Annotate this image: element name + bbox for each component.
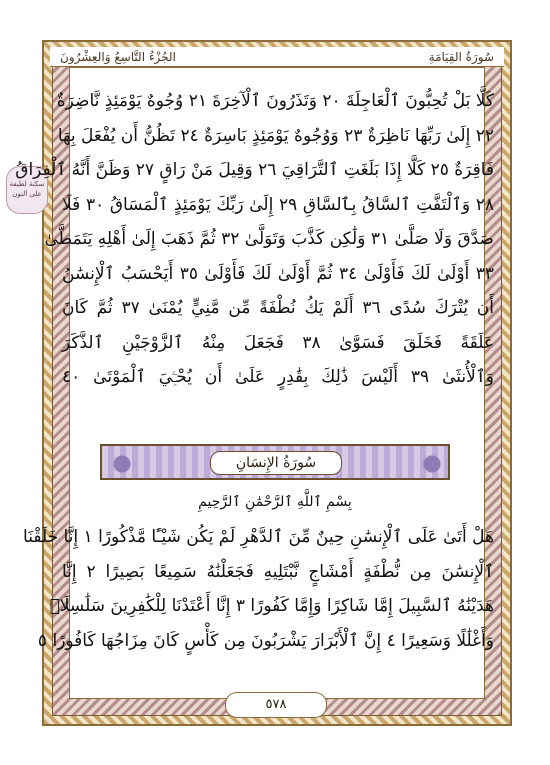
surah-banner (100, 444, 450, 480)
verse-line: وَٱلْأُنثَىٰ ٣٩ أَلَيْسَ ذَٰلِكَ بِقَٰدِرٍ عَلَىٰ أَن يُحْـِۧيَ ٱلْمَوْتَىٰ ٤٠ (62, 367, 494, 387)
verse-line: عَلَقَةً فَخَلَقَ فَسَوَّىٰ ٣٨ فَجَعَلَ مِنْهُ ٱلزَّوْجَيْنِ ٱلذَّكَرَ (62, 332, 494, 353)
verse-line: ٢٢ إِلَىٰ رَبِّهَا نَاظِرَةٌ ٢٣ وَوُجُوهٌ يَوْمَئِذٍ بَاسِرَةٌ ٢٤ تَظُنُّ أَن يُفْعَلَ بِهَا (57, 125, 494, 146)
page-header (50, 47, 504, 67)
juz-header-label: الجُزْءُ التَّاسِعُ وَالعِشْرُونَ (60, 49, 176, 64)
verse-line: ٣٣ أَوْلَىٰ لَكَ فَأَوْلَىٰ ٣٤ ثُمَّ أَوْلَىٰ لَكَ فَأَوْلَىٰ ٣٥ أَيَحْسَبُ ٱلْإِنسَٰنُ (62, 263, 494, 284)
verse-line: ٢٨ وَٱلْتَفَّتِ ٱلسَّاقُ بِٱلسَّاقِ ٢٩ إِلَىٰ رَبِّكَ يَوْمَئِذٍ ٱلْمَسَاقُ ٣٠ فَلَا (62, 194, 494, 215)
verse-line: وَأَغْلَٰلًا وَسَعِيرًا ٤ إِنَّ ٱلْأَبْرَارَ يَشْرَبُونَ مِن كَأْسٍ كَانَ مِزَاجُهَا كَافُورًا ٥ (37, 630, 494, 651)
verse-line: صَدَّقَ وَلَا صَلَّىٰ ٣١ وَلَٰكِن كَذَّبَ وَتَوَلَّىٰ ٣٢ ثُمَّ ذَهَبَ إِلَىٰ أَهْلِهِ يَتَمَطَّىٰ (44, 229, 494, 249)
basmala: بِسْمِ ٱللَّهِ ٱلرَّحْمَٰنِ ٱلرَّحِيمِ (198, 494, 352, 510)
margin-note: سكتة لطيفة على النون (6, 166, 48, 214)
verse-line: كَلَّا بَلْ تُحِبُّونَ ٱلْعَاجِلَةَ ٢٠ وَتَذَرُونَ ٱلْآخِرَةَ ٢١ وُجُوهٌ يَوْمَئِذٍ نَّاضِرَةٌ (56, 91, 494, 111)
verse-line: ٱلْإِنسَٰنَ مِن نُّطْفَةٍ أَمْشَاجٍ نَّبْتَلِيهِ فَجَعَلْنَٰهُ سَمِيعًا بَصِيرًا ٢ إِنَّا (62, 561, 495, 582)
verse-line: أَن يُتْرَكَ سُدًى ٣٦ أَلَمْ يَكُ نُطْفَةً مِّن مَّنِيٍّ يُمْنَىٰ ٣٧ ثُمَّ كَانَ (62, 298, 494, 318)
verse-line: فَاقِرَةٌ ٢٥ كَلَّا إِذَا بَلَغَتِ ٱلتَّرَاقِيَ ٢٦ وَقِيلَ مَنْ رَاقٍ ٢٧ وَظَنَّ أَنَّهُ ٱلْفِرَاقُ (15, 160, 494, 180)
verse-line: هَدَيْنَٰهُ ٱلسَّبِيلَ إِمَّا شَاكِرًا وَإِمَّا كَفُورًا ٣ إِنَّا أَعْتَدْنَا لِلْكَٰفِرِينَ سَلَٰسِلَا۟ (49, 596, 494, 616)
verses-block-insan (23, 520, 495, 658)
surah-header-label: سُورَةُ القِيَامَةِ (428, 49, 494, 64)
surah-title: سُورَةُ الإِنسَانِ (210, 451, 342, 475)
verse-line: هَلْ أَتَىٰ عَلَى ٱلْإِنسَٰنِ حِينٌ مِّنَ ٱلدَّهْرِ لَمْ يَكُن شَيْـًٔا مَّذْكُورًا ١ إِنَّا خَلَقْنَا (23, 527, 494, 547)
page-number: ٥٧٨ (225, 692, 327, 718)
